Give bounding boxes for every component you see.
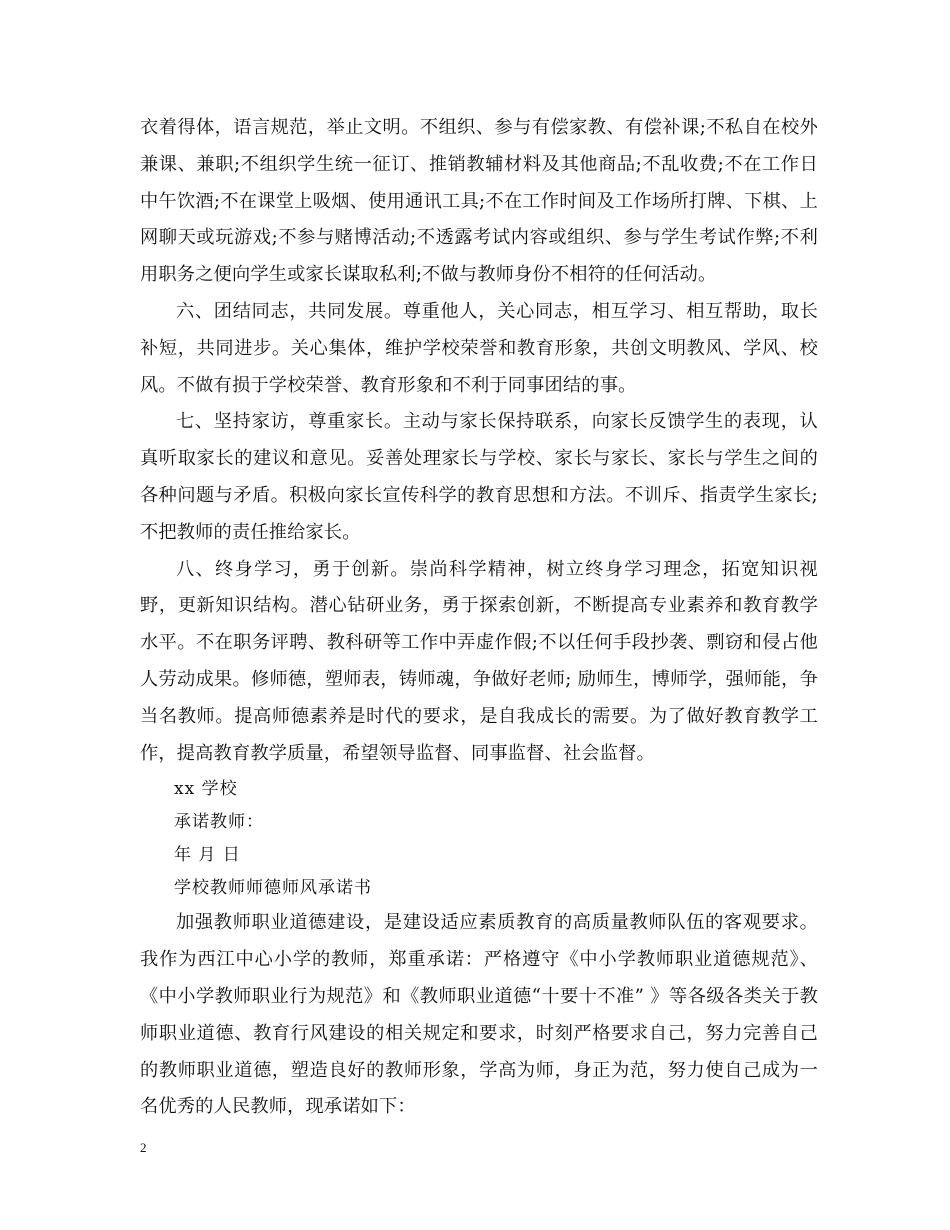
paragraph-eight-lifelong-learning: 八、终身学习，勇于创新。崇尚科学精神，树立终身学习理念，拓宽知识视野，更新知识结构。潜心钻研业务，勇于探索创新，不断提高专业素养和教育教学水平。不在职务评聘、教科研等工作中弄虚作假;不以任何手段抄袭、剽窃和侵占他人劳动成果。修师德，塑师表，铸师魂，争做好老师; 励师生，博师学，强师能，争当名教师。提高师德素养是时代的要求，是自我成长的需要。为了做好教育教学工作，提高教育教学质量，希望领导监督、同事监督、社会监督。 <box>140 558 818 764</box>
paragraph-conduct-rules: 衣着得体，语言规范，举止文明。不组织、参与有偿家教、有偿补课;不私自在校外兼课、兼职;不组织学生统一征订、推销教辅材料及其他商品;不乱收费;不在工作日中午饮酒;不在课堂上吸烟、使用通讯工具;不在工作时间及工作场所打牌、下棋、上网聊天或玩游戏;不参与赌博活动;不透露考试内容或组织、参与学生考试作弊;不利用职务之便向学生或家长谋取私利;不做与教师身份不相符的任何活动。 <box>140 117 818 286</box>
paragraph-six-unity: 六、团结同志，共同发展。尊重他人，关心同志，相互学习、相互帮助，取长补短，共同进步。关心集体，维护学校荣誉和教育形象，共创文明教风、学风、校风。不做有损于学校荣誉、教育形象和不利于同事团结的事。 <box>140 300 818 396</box>
paragraph-commitment-intro: 加强教师职业道德建设，是建设适应素质教育的高质量教师队伍的客观要求。我作为西江中心小学的教师，郑重承诺：严格遵守《中小学教师职业道德规范》、《中小学教师职业行为规范》和《教师职业道德“十要十不准” 》等各级各类关于教师职业道德、教育行风建设的相关规定和要求，时刻严格要求自己，努力完善自己的教师职业道德，塑造良好的教师形象，学高为师，身正为范，努力使自己成为一名优秀的人民教师，现承诺如下： <box>140 912 818 1118</box>
date-line: 年 月 日 <box>174 845 241 866</box>
teacher-signature-line: 承诺教师： <box>174 812 264 833</box>
document-page <box>140 110 818 1126</box>
signature-block <box>140 773 818 905</box>
second-document-title: 学校教师师德师风承诺书 <box>174 878 372 899</box>
paragraph-seven-home-visits: 七、坚持家访，尊重家长。主动与家长保持联系，向家长反馈学生的表现，认真听取家长的建议和意见。妥善处理家长与学校、家长与家长、家长与学生之间的各种问题与矛盾。积极向家长宣传科学的教育思想和方法。不训斥、指责学生家长;不把教师的责任推给家长。 <box>140 411 818 543</box>
page-number: 2 <box>140 1140 147 1155</box>
school-line: xx 学校 <box>174 779 238 800</box>
